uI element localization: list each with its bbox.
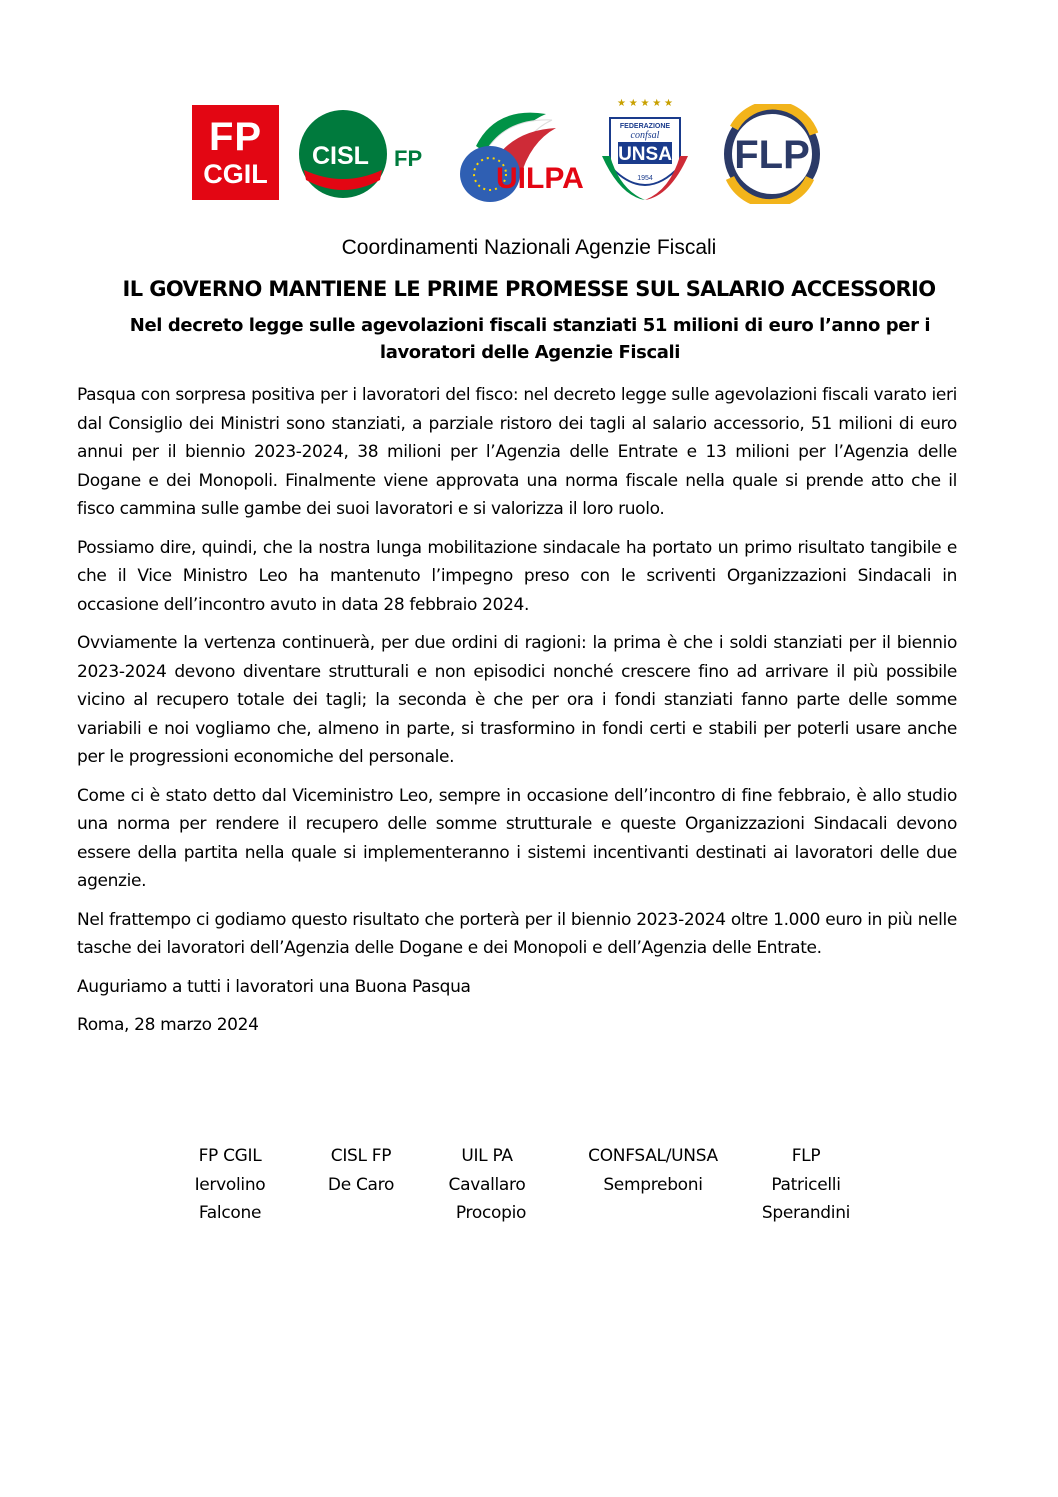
signature-block-cisl-fp bbox=[315, 1142, 407, 1199]
signature-block-flp bbox=[750, 1142, 862, 1228]
signature-name: Falcone bbox=[198, 1203, 262, 1223]
unsa-logo-top: FEDERAZIONE bbox=[619, 123, 671, 130]
paragraph: Ovviamente la vertenza continuerà, per due ordini di ragioni: la prima è che i soldi stanziati per il biennio 2023-2024 devono diventare strutturali e non episodici nonché crescere fino ad arrivare il più possibile vicino al recupero totale dei tagli; la seconda è che per ora i fondi stanziati fanno parte delle somme variabili e noi vogliamo che, almeno in parte, si trasformino in fondi certi e stabili per poterli usare anche per le progressioni economiche del personale. bbox=[77, 633, 957, 767]
date-line: Roma, 28 marzo 2024 bbox=[77, 1015, 259, 1035]
cisl-logo-fp-text: FP bbox=[394, 146, 423, 171]
subtitle-line-2: lavoratori delle Agenzie Fiscali bbox=[379, 342, 681, 363]
signature-name: Sempreboni bbox=[603, 1174, 703, 1195]
signature-name: Sperandini bbox=[761, 1203, 851, 1223]
uil-pa-logo bbox=[456, 106, 588, 206]
signature-block-confsal-unsa bbox=[570, 1142, 736, 1199]
signatures bbox=[150, 1142, 910, 1242]
subtitle-line-1: Nel decreto legge sulle agevolazioni fiscali stanziati 51 milioni di euro l’anno per i bbox=[129, 315, 931, 336]
flp-logo bbox=[720, 104, 826, 204]
logos-row bbox=[0, 96, 1058, 216]
signature-org: CISL FP bbox=[330, 1146, 392, 1166]
paragraph: Come ci è stato detto dal Viceministro Leo, sempre in occasione dell’incontro di fine febbraio, è allo studio una norma per rendere il recupero delle somme strutturale e queste Organizzazioni Sindacali devono essere della partita nella quale si implementeranno i sistemi incentivanti destinati ai lavoratori delle due agenzie. bbox=[77, 785, 957, 891]
unsa-stars-icon: ★ ★ ★ ★ ★ bbox=[617, 98, 673, 109]
fp-cgil-logo-line2: CGIL bbox=[203, 159, 268, 189]
unsa-logo-main: UNSA bbox=[618, 144, 672, 165]
fp-cgil-logo bbox=[192, 105, 279, 200]
coordinamento-heading: Coordinamenti Nazionali Agenzie Fiscali bbox=[341, 236, 717, 259]
unsa-logo bbox=[590, 96, 700, 206]
cisl-logo-text: CISL bbox=[312, 142, 369, 170]
signature-name: De Caro bbox=[327, 1174, 395, 1195]
signature-name: Iervolino bbox=[194, 1174, 266, 1195]
signature-name: Procopio bbox=[455, 1203, 527, 1223]
body-text bbox=[77, 381, 957, 1050]
paragraph: Nel frattempo ci godiamo questo risultato che porterà per il biennio 2023-2024 oltre 1.000 euro in più nelle tasche dei lavoratori dell’Agenzia delle Dogane e dei Monopoli e dell’Agenzia delle Entrate. bbox=[77, 909, 957, 958]
signature-name: Patricelli bbox=[771, 1174, 841, 1195]
signature-block-uil-pa bbox=[437, 1142, 537, 1228]
signature-org: FLP bbox=[791, 1146, 821, 1166]
paragraph: Pasqua con sorpresa positiva per i lavoratori del fisco: nel decreto legge sulle agevolazioni fiscali varato ieri dal Consiglio dei Ministri sono stanziati, a parziale ristoro dei tagli al salario accessorio, 51 milioni di euro annui per il biennio 2023-2024, 38 milioni per l’Agenzia delle Entrate e 13 milioni per l’Agenzia delle Dogane e dei Monopoli. Finalmente viene approvata una norma fiscale nella quale si prende atto che il fisco cammina sulle gambe dei suoi lavoratori e si valorizza il loro ruolo. bbox=[77, 385, 957, 519]
uil-pa-logo-text: UILPA bbox=[496, 162, 584, 195]
cisl-fp-logo bbox=[298, 108, 438, 204]
flp-logo-text: FLP bbox=[734, 133, 810, 177]
signature-name: Cavallaro bbox=[448, 1174, 526, 1195]
page-title: IL GOVERNO MANTIENE LE PRIME PROMESSE SUL SALARIO ACCESSORIO bbox=[122, 277, 936, 301]
closing-greeting: Auguriamo a tutti i lavoratori una Buona Pasqua bbox=[77, 976, 471, 997]
unsa-logo-middle: confsal bbox=[630, 130, 660, 141]
signature-org: CONFSAL/UNSA bbox=[588, 1146, 718, 1166]
fp-cgil-logo-line1: FP bbox=[208, 115, 263, 159]
page-subtitle bbox=[110, 312, 950, 366]
paragraph: Possiamo dire, quindi, che la nostra lunga mobilitazione sindacale ha portato un primo risultato tangibile e che il Vice Ministro Leo ha mantenuto l’impegno preso con le scriventi Organizzazioni Sindacali in occasione dell’incontro avuto in data 28 febbraio 2024. bbox=[77, 537, 957, 615]
signature-block-fp-cgil bbox=[180, 1142, 280, 1228]
unsa-logo-year: 1954 bbox=[637, 175, 653, 182]
signature-org: UIL PA bbox=[461, 1146, 513, 1166]
signature-org: FP CGIL bbox=[198, 1146, 262, 1166]
